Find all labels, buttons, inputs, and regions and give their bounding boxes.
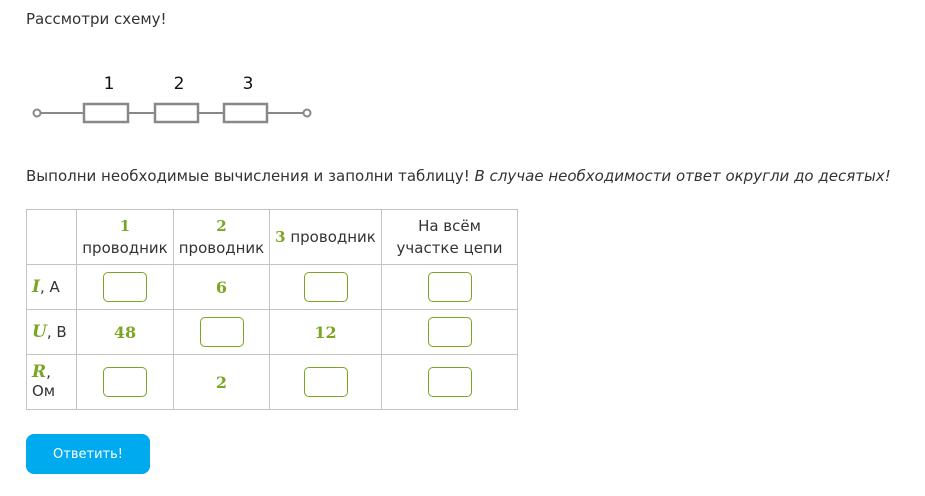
header-empty: [27, 210, 77, 265]
input-resistance-3[interactable]: [304, 367, 348, 397]
terminal-left: [34, 110, 41, 117]
cell-voltage-1: [77, 310, 174, 355]
table-row: [27, 310, 518, 355]
resistor-1: [84, 104, 128, 122]
cell-voltage-2[interactable]: [174, 310, 270, 355]
cell-current-1[interactable]: [77, 265, 174, 310]
unit-ohm: Ом: [32, 382, 56, 400]
resistor-label-1: 1: [103, 74, 115, 94]
unit-v: , В: [46, 323, 67, 341]
value-voltage-3: 12: [314, 322, 337, 342]
row-label-current: [27, 265, 77, 310]
value-current-2: 6: [215, 277, 228, 297]
unit-a: , А: [39, 278, 60, 296]
header-text-3: проводник: [290, 228, 376, 246]
input-current-total[interactable]: [428, 272, 472, 302]
cell-current-total[interactable]: [382, 265, 518, 310]
header-num-1: 1: [119, 217, 131, 235]
resistor-label-3: 3: [242, 74, 254, 94]
resistor-2: [155, 104, 198, 122]
header-conductor-3: [270, 210, 382, 265]
value-voltage-1: 48: [113, 322, 137, 342]
input-voltage-total[interactable]: [428, 317, 472, 347]
var-r: R: [32, 362, 47, 382]
unit-comma: ,: [46, 363, 51, 381]
instruction-text: [26, 167, 891, 185]
resistor-3: [224, 104, 267, 122]
var-i: I: [32, 277, 40, 297]
var-u: U: [32, 322, 47, 342]
cell-resistance-1[interactable]: [77, 355, 174, 410]
header-text-whole: На всём участке цепи: [396, 217, 503, 257]
header-text-1: проводник: [82, 239, 168, 257]
input-voltage-2[interactable]: [200, 317, 244, 347]
table-header-row: [27, 210, 518, 265]
cell-resistance-3[interactable]: [270, 355, 382, 410]
answer-button[interactable]: Ответить!: [26, 434, 150, 474]
header-num-2: 2: [216, 217, 227, 235]
header-text-2: проводник: [178, 239, 265, 257]
instruction-main: Выполни необходимые вычисления и заполни таблицу!: [26, 167, 475, 185]
intro-text: Рассмотри схему!: [26, 10, 167, 28]
input-resistance-1[interactable]: [103, 367, 147, 397]
cell-current-3[interactable]: [270, 265, 382, 310]
terminal-right: [304, 110, 311, 117]
cell-resistance-total[interactable]: [382, 355, 518, 410]
instruction-italic: В случае необходимости ответ округли до десятых!: [474, 167, 891, 185]
header-conductor-1: [77, 210, 174, 265]
cell-current-2: [174, 265, 270, 310]
row-label-resistance: [27, 355, 77, 410]
header-whole-circuit: [382, 210, 518, 265]
table-row: [27, 265, 518, 310]
circuit-diagram: [26, 65, 326, 135]
resistor-label-2: 2: [173, 74, 185, 94]
input-resistance-total[interactable]: [428, 367, 472, 397]
calculation-table: [26, 209, 518, 410]
cell-voltage-3: [270, 310, 382, 355]
row-label-voltage: [27, 310, 77, 355]
header-num-3: 3: [275, 228, 286, 246]
table-row: [27, 355, 518, 410]
header-conductor-2: [174, 210, 270, 265]
value-resistance-2: 2: [215, 372, 228, 392]
input-current-3[interactable]: [304, 272, 348, 302]
cell-voltage-total[interactable]: [382, 310, 518, 355]
input-current-1[interactable]: [103, 272, 147, 302]
cell-resistance-2: [174, 355, 270, 410]
